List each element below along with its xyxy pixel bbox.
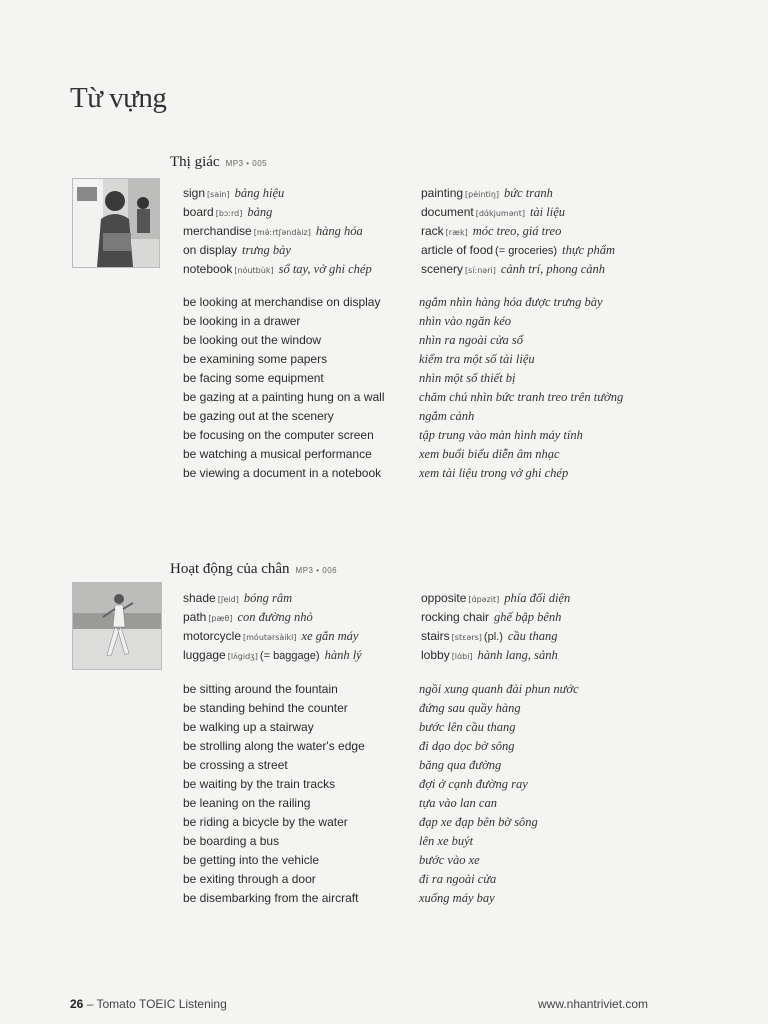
- publisher-url: www.nhantriviet.com: [538, 997, 649, 1011]
- phrase-english: be strolling along the water's edge: [183, 739, 365, 753]
- phrase-list-english: [183, 293, 385, 483]
- vocab-meaning: trưng bày: [242, 243, 291, 257]
- phrase-item: [183, 794, 365, 813]
- vocab-meaning: ghế bập bênh: [494, 610, 562, 624]
- vocab-pronunciation: [bɔːrd]: [215, 209, 243, 218]
- phrase-english: be disembarking from the aircraft: [183, 891, 359, 905]
- phrase-english: be walking up a stairway: [183, 720, 314, 734]
- phrase-vietnamese: đi ra ngoài cửa: [419, 872, 497, 886]
- phrase-item: [419, 794, 579, 813]
- vocab-item: [421, 203, 615, 222]
- phrase-item: [183, 756, 365, 775]
- vocab-word: merchandise: [183, 224, 252, 238]
- vocab-item: [421, 241, 615, 260]
- phrase-english: be leaning on the railing: [183, 796, 311, 810]
- page-title: Từ vựng: [70, 82, 167, 114]
- phrase-english: be gazing out at the scenery: [183, 409, 334, 423]
- phrase-english: be looking out the window: [183, 333, 322, 347]
- vocab-pronunciation: [lɑ́bi]: [451, 652, 473, 661]
- vocab-note: (= groceries): [495, 245, 558, 257]
- phrase-item: [419, 369, 623, 388]
- vocab-meaning: cảnh trí, phong cảnh: [500, 262, 606, 276]
- phrase-vietnamese: đi dạo dọc bờ sông: [419, 739, 515, 753]
- phrase-item: [419, 680, 579, 699]
- phrase-english: be facing some equipment: [183, 371, 324, 385]
- vocab-word: notebook: [183, 262, 233, 276]
- phrase-item: [183, 388, 385, 407]
- phrase-english: be gazing at a painting hung on a wall: [183, 390, 385, 404]
- word-list-left: [183, 184, 372, 279]
- phrase-english: be crossing a street: [183, 758, 288, 772]
- vocab-word: article of food: [421, 243, 494, 257]
- vocab-word: motorcycle: [183, 629, 242, 643]
- phrase-list-vietnamese: [419, 293, 623, 483]
- phrase-item: [419, 718, 579, 737]
- vocab-word: sign: [183, 186, 206, 200]
- vocab-meaning: thực phẩm: [562, 243, 616, 257]
- vocab-pronunciation: [stɛərs]: [451, 633, 482, 642]
- phrase-item: [419, 889, 579, 908]
- phrase-vietnamese: chăm chú nhìn bức tranh treo trên tường: [419, 390, 624, 404]
- phrase-item: [183, 293, 385, 312]
- phrase-vietnamese: ngắm cảnh: [419, 409, 475, 423]
- phrase-english: be focusing on the computer screen: [183, 428, 374, 442]
- vocab-pronunciation: [dɑ́kjumənt]: [475, 209, 525, 218]
- phrase-english: be looking at merchandise on display: [183, 295, 381, 309]
- vocab-item: [421, 222, 615, 241]
- vocab-pronunciation: [mə́ːrtʃəndàiz]: [253, 228, 311, 237]
- vocab-pronunciation: [péintiŋ]: [465, 190, 500, 199]
- phrase-item: [183, 889, 365, 908]
- vocab-item: [421, 608, 570, 627]
- phrase-item: [183, 312, 385, 331]
- phrase-item: [419, 851, 579, 870]
- vocab-item: [183, 627, 362, 646]
- phrase-list-vietnamese: [419, 680, 579, 908]
- phrase-item: [183, 813, 365, 832]
- vocab-item: [183, 646, 362, 665]
- phrase-item: [419, 813, 579, 832]
- vocab-word: path: [183, 610, 207, 624]
- phrase-list-english: [183, 680, 365, 908]
- phrase-item: [183, 331, 385, 350]
- phrase-vietnamese: nhìn vào ngăn kéo: [419, 314, 511, 328]
- phrase-item: [419, 699, 579, 718]
- vocab-item: [421, 646, 570, 665]
- vocab-item: [183, 260, 372, 279]
- phrase-vietnamese: băng qua đường: [419, 758, 502, 772]
- phrase-item: [419, 312, 623, 331]
- office-workers-photo: [72, 178, 160, 268]
- phrase-vietnamese: đợi ở cạnh đường ray: [419, 777, 528, 791]
- phrase-vietnamese: xuống máy bay: [419, 891, 495, 905]
- section-title: Hoạt động của chân: [170, 561, 290, 577]
- vocab-note: (pl.): [483, 631, 503, 643]
- phrase-vietnamese: tập trung vào màn hình máy tính: [419, 428, 583, 442]
- vocab-word: rocking chair: [421, 610, 490, 624]
- phrase-item: [183, 464, 385, 483]
- phrase-item: [419, 331, 623, 350]
- phrase-english: be watching a musical performance: [183, 447, 372, 461]
- phrase-vietnamese: ngồi xung quanh đài phun nước: [419, 682, 579, 696]
- vocab-pronunciation: [ɑ́pəzit]: [468, 595, 500, 604]
- phrase-vietnamese: kiểm tra một số tài liệu: [419, 352, 535, 366]
- phrase-item: [419, 756, 579, 775]
- vocab-pronunciation: [pæθ]: [208, 614, 233, 623]
- vocab-item: [183, 608, 362, 627]
- vocab-pronunciation: [ʃeid]: [217, 595, 239, 604]
- vocab-item: [421, 589, 570, 608]
- vocab-word: rack: [421, 224, 444, 238]
- word-list-right: [421, 184, 615, 279]
- mp3-track-label: MP3 • 005: [225, 159, 268, 168]
- phrase-vietnamese: ngắm nhìn hàng hóa được trưng bày: [419, 295, 603, 309]
- vocab-meaning: xe gắn máy: [301, 629, 359, 643]
- phrase-item: [419, 737, 579, 756]
- vocab-item: [421, 260, 615, 279]
- phrase-vietnamese: tựa vào lan can: [419, 796, 497, 810]
- phrase-english: be boarding a bus: [183, 834, 280, 848]
- vocab-meaning: cầu thang: [507, 629, 558, 643]
- vocab-pronunciation: [síːnəri]: [465, 266, 496, 275]
- vocab-word: painting: [421, 186, 464, 200]
- phrase-vietnamese: nhìn ra ngoài cửa sổ: [419, 333, 524, 347]
- vocab-meaning: bức tranh: [504, 186, 553, 200]
- phrase-item: [419, 407, 623, 426]
- vocab-word: board: [183, 205, 214, 219]
- book-title: – Tomato TOEIC Listening: [86, 997, 227, 1011]
- phrase-item: [183, 369, 385, 388]
- section-header: [170, 560, 337, 578]
- phrase-item: [183, 737, 365, 756]
- vocab-word: scenery: [421, 262, 464, 276]
- vocab-word: lobby: [421, 648, 450, 662]
- phrase-english: be looking in a drawer: [183, 314, 301, 328]
- phrase-english: be sitting around the fountain: [183, 682, 338, 696]
- vocab-meaning: móc treo, giá treo: [472, 224, 562, 238]
- section-header: [170, 153, 267, 171]
- vocab-item: [183, 241, 372, 260]
- page-number: 26: [70, 997, 84, 1011]
- phrase-english: be exiting through a door: [183, 872, 316, 886]
- phrase-item: [419, 388, 623, 407]
- phrase-item: [183, 445, 385, 464]
- footer-book-label: [70, 997, 227, 1011]
- phrase-english: be waiting by the train tracks: [183, 777, 336, 791]
- phrase-item: [419, 832, 579, 851]
- vocab-meaning: hàng hóa: [315, 224, 363, 238]
- phrase-english: be examining some papers: [183, 352, 328, 366]
- vocab-item: [183, 589, 362, 608]
- vocab-pronunciation: [lʌ́gidʒ]: [227, 652, 258, 661]
- phrase-item: [419, 426, 623, 445]
- vocab-word: document: [421, 205, 474, 219]
- vocab-pronunciation: [nóutbùk]: [234, 266, 274, 275]
- vocab-item: [183, 184, 372, 203]
- phrase-vietnamese: xem buổi biểu diễn âm nhạc: [419, 447, 560, 461]
- phrase-vietnamese: đứng sau quầy hàng: [419, 701, 521, 715]
- phrase-item: [419, 870, 579, 889]
- word-list-right: [421, 589, 570, 665]
- vocab-meaning: bảng: [247, 205, 273, 219]
- phrase-item: [419, 293, 623, 312]
- vocab-note: (= baggage): [259, 650, 320, 662]
- vocab-meaning: hành lý: [324, 648, 362, 662]
- phrase-item: [419, 464, 623, 483]
- vocab-pronunciation: [sain]: [207, 190, 230, 199]
- phrase-item: [183, 426, 385, 445]
- vocab-meaning: bóng râm: [243, 591, 293, 605]
- vocab-meaning: sổ tay, vở ghi chép: [278, 262, 372, 276]
- phrase-vietnamese: nhìn một số thiết bị: [419, 371, 516, 385]
- phrase-vietnamese: lên xe buýt: [419, 834, 474, 848]
- phrase-item: [183, 851, 365, 870]
- runner-beach-photo: [72, 582, 162, 670]
- phrase-item: [183, 718, 365, 737]
- vocab-pronunciation: [ræk]: [445, 228, 468, 237]
- vocab-word: on display: [183, 243, 238, 257]
- mp3-track-label: MP3 • 006: [295, 566, 338, 575]
- phrase-item: [183, 832, 365, 851]
- phrase-item: [419, 350, 623, 369]
- vocab-word: shade: [183, 591, 216, 605]
- phrase-item: [183, 870, 365, 889]
- phrase-vietnamese: đạp xe đạp bên bờ sông: [419, 815, 538, 829]
- phrase-item: [183, 350, 385, 369]
- phrase-item: [183, 775, 365, 794]
- phrase-vietnamese: bước lên cầu thang: [419, 720, 516, 734]
- phrase-english: be getting into the vehicle: [183, 853, 320, 867]
- phrase-vietnamese: bước vào xe: [419, 853, 480, 867]
- phrase-item: [419, 445, 623, 464]
- phrase-item: [183, 680, 365, 699]
- vocab-item: [183, 203, 372, 222]
- vocab-meaning: tài liệu: [529, 205, 566, 219]
- vocab-word: stairs: [421, 629, 450, 643]
- phrase-english: be standing behind the counter: [183, 701, 348, 715]
- vocab-word: luggage: [183, 648, 226, 662]
- phrase-item: [183, 407, 385, 426]
- vocab-item: [421, 627, 570, 646]
- vocab-word: opposite: [421, 591, 467, 605]
- phrase-item: [183, 699, 365, 718]
- phrase-english: be riding a bicycle by the water: [183, 815, 348, 829]
- vocab-meaning: hành lang, sảnh: [477, 648, 558, 662]
- phrase-english: be viewing a document in a notebook: [183, 466, 382, 480]
- section-title: Thị giác: [170, 154, 220, 170]
- vocab-item: [421, 184, 615, 203]
- vocab-meaning: phía đối diện: [504, 591, 571, 605]
- phrase-vietnamese: xem tài liệu trong vở ghi chép: [419, 466, 569, 480]
- vocab-meaning: con đường nhỏ: [237, 610, 313, 624]
- vocab-pronunciation: [móutərsàikl]: [243, 633, 297, 642]
- phrase-item: [419, 775, 579, 794]
- vocab-meaning: bảng hiệu: [234, 186, 285, 200]
- word-list-left: [183, 589, 362, 665]
- vocab-item: [183, 222, 372, 241]
